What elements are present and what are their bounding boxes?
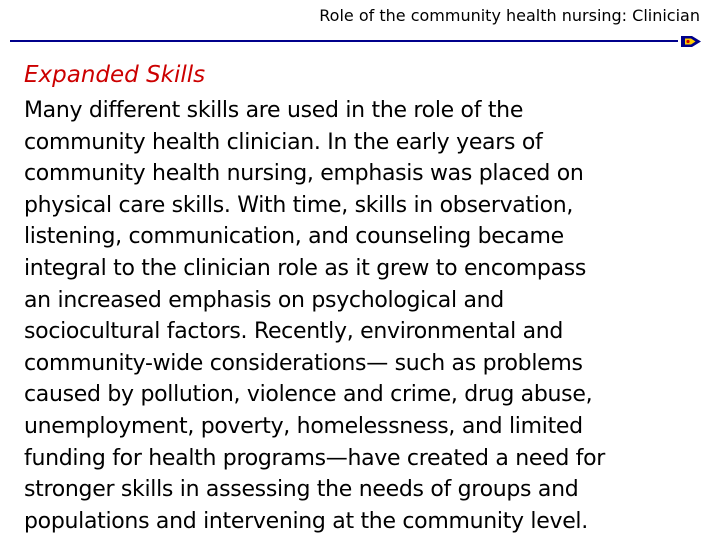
body-line: caused by pollution, violence and crime, drug abuse, — [24, 382, 593, 408]
body-line: populations and intervening at the community level. — [24, 508, 588, 534]
slide-title: Role of the community health nursing: Clinician — [319, 6, 700, 25]
body-line: listening, communication, and counseling became — [24, 224, 564, 250]
title-divider-rule — [10, 40, 678, 42]
body-paragraph — [24, 95, 720, 537]
body-line: an increased emphasis on psychological and — [24, 287, 504, 313]
body-line: unemployment, poverty, homelessness, and limited — [24, 413, 583, 439]
body-line: community health nursing, emphasis was placed on — [24, 161, 584, 187]
body-line: community health clinician. In the early years of — [24, 129, 543, 155]
body-line: Many different skills are used in the role of the — [24, 98, 524, 123]
arrow-bullet-icon — [680, 35, 702, 48]
body-line: physical care skills. With time, skills in observation, — [24, 192, 574, 218]
body-line: funding for health programs—have created a need for — [24, 445, 606, 471]
body-line: sociocultural factors. Recently, environmental and — [24, 319, 564, 345]
body-line: integral to the clinician role as it grew to encompass — [24, 255, 587, 281]
body-line: community-wide considerations— such as problems — [24, 350, 583, 376]
body-line: stronger skills in assessing the needs of groups and — [24, 477, 579, 503]
section-heading: Expanded Skills — [24, 62, 206, 88]
